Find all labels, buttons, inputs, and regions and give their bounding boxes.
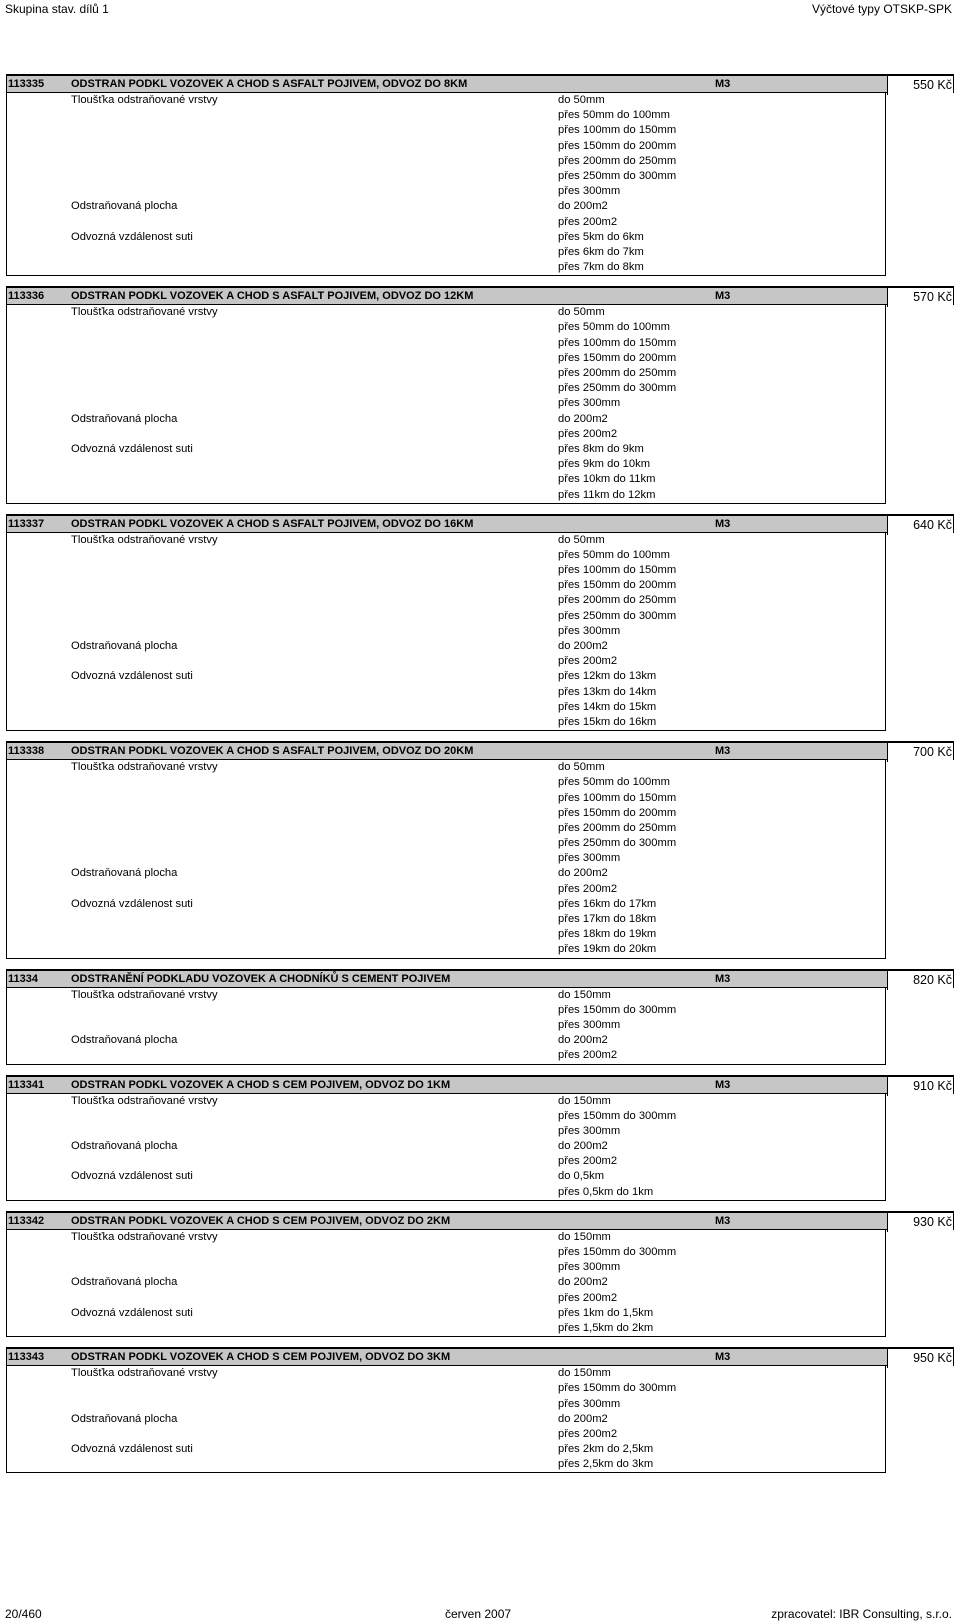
item-title: ODSTRAN PODKL VOZOVEK A CHOD S CEM POJIVEM, ODVOZ DO 2KM xyxy=(71,1214,451,1227)
param-name: Odstraňovaná plocha xyxy=(71,1034,178,1047)
param-value: přes 1,5km do 2km xyxy=(558,1321,654,1334)
item-header-bar xyxy=(6,1347,954,1366)
param-row xyxy=(7,851,885,866)
param-row xyxy=(7,775,885,790)
footer-author: zpracovatel: IBR Consulting, s.r.o. xyxy=(771,1607,952,1621)
param-name: Tloušťka odstraňované vrstvy xyxy=(71,94,218,106)
item-header-bar xyxy=(6,286,954,305)
param-value: přes 200mm do 250mm xyxy=(558,367,677,379)
item-price: 550 Kč xyxy=(887,76,953,95)
param-row xyxy=(7,488,885,503)
param-value: do 50mm xyxy=(558,94,605,106)
item-block xyxy=(6,969,954,1065)
param-value: přes 250mm do 300mm xyxy=(558,169,677,182)
param-value: přes 0,5km do 1km xyxy=(558,1185,654,1198)
param-value: přes 200mm do 250mm xyxy=(558,154,677,167)
item-params xyxy=(6,305,886,503)
param-value: přes 18km do 19km xyxy=(558,928,657,941)
param-row xyxy=(7,700,885,715)
param-name: Odvozná vzdálenost suti xyxy=(71,1170,193,1183)
item-unit: M3 xyxy=(715,1351,731,1364)
param-value: přes 100mm do 150mm xyxy=(558,336,677,349)
param-value: do 50mm xyxy=(558,761,605,774)
param-value: přes 7km do 8km xyxy=(558,261,644,274)
param-value: do 200m2 xyxy=(558,412,608,425)
param-name: Odstraňovaná plocha xyxy=(71,867,178,880)
param-value: přes 9km do 10km xyxy=(558,458,651,471)
param-row xyxy=(7,836,885,851)
item-unit: M3 xyxy=(715,1214,731,1227)
param-row xyxy=(7,305,885,320)
param-row xyxy=(7,1048,885,1063)
param-name: Tloušťka odstraňované vrstvy xyxy=(71,761,218,774)
param-value: přes 300mm xyxy=(558,852,621,865)
param-name: Tloušťka odstraňované vrstvy xyxy=(71,988,218,1001)
item-price: 570 Kč xyxy=(887,288,953,307)
item-title: ODSTRAN PODKL VOZOVEK A CHOD S ASFALT POJIVEM, ODVOZ DO 12KM xyxy=(71,290,474,303)
item-code: 113337 xyxy=(8,517,45,530)
param-row xyxy=(7,215,885,230)
param-name: Odstraňovaná plocha xyxy=(71,1140,178,1153)
param-name: Odstraňovaná plocha xyxy=(71,1412,178,1425)
param-name: Odvozná vzdálenost suti xyxy=(71,897,193,910)
item-params xyxy=(6,988,886,1065)
item-header-bar xyxy=(6,1211,954,1230)
param-row xyxy=(7,1275,885,1290)
item-params xyxy=(6,1230,886,1337)
param-value: přes 150mm do 200mm xyxy=(558,579,677,592)
param-value: přes 1km do 1,5km xyxy=(558,1306,654,1319)
param-row xyxy=(7,1427,885,1442)
param-row xyxy=(7,882,885,897)
param-value: přes 50mm do 100mm xyxy=(558,109,670,122)
item-price: 910 Kč xyxy=(887,1077,953,1096)
item-block xyxy=(6,741,954,958)
param-value: přes 300mm xyxy=(558,1124,621,1137)
item-block xyxy=(6,74,954,276)
header-left: Skupina stav. dílů 1 xyxy=(5,2,109,16)
param-value: přes 200m2 xyxy=(558,655,618,668)
item-code: 113341 xyxy=(8,1078,45,1091)
item-code: 113338 xyxy=(8,745,45,758)
param-name: Odvozná vzdálenost suti xyxy=(71,442,193,455)
param-row xyxy=(7,593,885,608)
item-block xyxy=(6,286,954,503)
param-name: Tloušťka odstraňované vrstvy xyxy=(71,306,218,319)
param-row xyxy=(7,1457,885,1472)
param-row xyxy=(7,320,885,335)
param-row xyxy=(7,1185,885,1200)
param-row xyxy=(7,472,885,487)
item-params xyxy=(6,533,886,731)
param-value: přes 300mm xyxy=(558,1261,621,1274)
footer-page: 20/460 xyxy=(5,1607,42,1621)
param-value: přes 10km do 11km xyxy=(558,473,656,486)
item-title: ODSTRAN PODKL VOZOVEK A CHOD S CEM POJIVEM, ODVOZ DO 1KM xyxy=(71,1078,451,1091)
param-row xyxy=(7,1033,885,1048)
param-value: přes 150mm do 200mm xyxy=(558,351,677,364)
param-row xyxy=(7,1291,885,1306)
param-value: přes 100mm do 150mm xyxy=(558,124,677,137)
param-value: do 200m2 xyxy=(558,1034,608,1047)
param-row xyxy=(7,1306,885,1321)
param-name: Odvozná vzdálenost suti xyxy=(71,1306,193,1319)
item-title: ODSTRAN PODKL VOZOVEK A CHOD S ASFALT POJIVEM, ODVOZ DO 8KM xyxy=(71,78,468,90)
item-code: 113343 xyxy=(8,1351,45,1364)
item-unit: M3 xyxy=(715,1078,731,1091)
param-value: přes 200mm do 250mm xyxy=(558,821,677,834)
param-value: přes 50mm do 100mm xyxy=(558,548,670,561)
param-value: přes 300mm xyxy=(558,624,621,637)
param-row xyxy=(7,624,885,639)
param-value: přes 250mm do 300mm xyxy=(558,609,677,622)
item-price: 700 Kč xyxy=(887,743,953,762)
param-value: přes 200m2 xyxy=(558,1155,618,1168)
param-row xyxy=(7,169,885,184)
param-name: Tloušťka odstraňované vrstvy xyxy=(71,1230,218,1243)
param-name: Odvozná vzdálenost suti xyxy=(71,1443,193,1456)
item-code: 113336 xyxy=(8,290,45,303)
param-row xyxy=(7,442,885,457)
param-row xyxy=(7,184,885,199)
param-row xyxy=(7,1321,885,1336)
param-row xyxy=(7,1018,885,1033)
param-row xyxy=(7,548,885,563)
param-value: přes 2km do 2,5km xyxy=(558,1443,654,1456)
param-name: Tloušťka odstraňované vrstvy xyxy=(71,1094,218,1107)
param-value: do 200m2 xyxy=(558,867,608,880)
item-price: 930 Kč xyxy=(887,1213,953,1232)
item-block xyxy=(6,514,954,731)
param-value: přes 150mm do 200mm xyxy=(558,139,677,152)
param-value: přes 300mm xyxy=(558,1397,621,1410)
param-value: přes 19km do 20km xyxy=(558,943,657,956)
param-value: přes 100mm do 150mm xyxy=(558,791,677,804)
param-row xyxy=(7,366,885,381)
param-value: přes 11km do 12km xyxy=(558,488,656,501)
param-row xyxy=(7,654,885,669)
param-row xyxy=(7,578,885,593)
param-value: přes 14km do 15km xyxy=(558,700,657,713)
param-row xyxy=(7,806,885,821)
param-row xyxy=(7,897,885,912)
param-value: přes 300mm xyxy=(558,185,621,198)
item-title: ODSTRANĚNÍ PODKLADU VOZOVEK A CHODNÍKŮ S CEMENT POJIVEM xyxy=(71,972,451,985)
param-row xyxy=(7,1139,885,1154)
param-row xyxy=(7,412,885,427)
param-row xyxy=(7,1003,885,1018)
param-value: přes 5km do 6km xyxy=(558,230,644,243)
param-value: přes 50mm do 100mm xyxy=(558,776,670,789)
param-value: přes 50mm do 100mm xyxy=(558,321,670,334)
item-code: 11334 xyxy=(8,972,38,985)
param-row xyxy=(7,199,885,214)
item-unit: M3 xyxy=(715,78,731,90)
param-value: přes 15km do 16km xyxy=(558,715,657,728)
param-row xyxy=(7,912,885,927)
item-unit: M3 xyxy=(715,290,731,303)
param-row xyxy=(7,988,885,1003)
param-value: do 200m2 xyxy=(558,1140,608,1153)
param-row xyxy=(7,1124,885,1139)
param-row xyxy=(7,381,885,396)
footer-date: červen 2007 xyxy=(445,1607,512,1621)
param-value: přes 200m2 xyxy=(558,1049,618,1062)
param-row xyxy=(7,1442,885,1457)
param-row xyxy=(7,1366,885,1381)
param-value: do 200m2 xyxy=(558,1412,608,1425)
param-value: přes 200mm do 250mm xyxy=(558,594,677,607)
param-row xyxy=(7,866,885,881)
param-row xyxy=(7,533,885,548)
param-row xyxy=(7,791,885,806)
page-footer xyxy=(5,1607,952,1621)
item-header-bar xyxy=(6,514,954,533)
param-row xyxy=(7,154,885,169)
item-code: 113342 xyxy=(8,1214,45,1227)
param-value: přes 13km do 14km xyxy=(558,685,657,698)
param-row xyxy=(7,93,885,108)
param-name: Odvozná vzdálenost suti xyxy=(71,230,193,243)
param-value: přes 8km do 9km xyxy=(558,442,644,455)
param-value: do 200m2 xyxy=(558,640,608,652)
item-unit: M3 xyxy=(715,517,731,530)
param-value: do 150mm xyxy=(558,1230,611,1243)
param-row xyxy=(7,457,885,472)
param-row xyxy=(7,108,885,123)
param-value: přes 300mm xyxy=(558,1018,621,1031)
param-row xyxy=(7,396,885,411)
param-value: přes 150mm do 200mm xyxy=(558,806,677,819)
item-header-bar xyxy=(6,1075,954,1094)
param-value: do 50mm xyxy=(558,306,605,319)
param-name: Odvozná vzdálenost suti xyxy=(71,670,193,683)
param-value: přes 12km do 13km xyxy=(558,670,657,683)
param-name: Tloušťka odstraňované vrstvy xyxy=(71,533,218,546)
param-row xyxy=(7,1381,885,1396)
item-block xyxy=(6,1347,954,1473)
param-row xyxy=(7,336,885,351)
param-row xyxy=(7,1397,885,1412)
param-row xyxy=(7,1260,885,1275)
param-value: přes 150mm do 300mm xyxy=(558,1003,677,1016)
param-value: přes 300mm xyxy=(558,397,621,410)
param-row xyxy=(7,351,885,366)
param-value: do 200m2 xyxy=(558,200,608,213)
param-value: přes 2,5km do 3km xyxy=(558,1458,654,1471)
item-price: 950 Kč xyxy=(887,1349,953,1368)
page-header xyxy=(5,0,952,20)
param-name: Odstraňovaná plocha xyxy=(71,200,178,213)
item-block xyxy=(6,1075,954,1201)
param-row xyxy=(7,427,885,442)
item-price: 640 Kč xyxy=(887,516,953,535)
param-value: do 200m2 xyxy=(558,1276,608,1289)
param-row xyxy=(7,669,885,684)
item-block xyxy=(6,1211,954,1337)
item-code: 113335 xyxy=(8,78,45,90)
param-value: přes 150mm do 300mm xyxy=(558,1109,677,1122)
param-value: přes 250mm do 300mm xyxy=(558,837,677,850)
param-row xyxy=(7,1169,885,1184)
param-value: přes 200m2 xyxy=(558,1427,618,1440)
param-value: do 150mm xyxy=(558,1367,611,1380)
param-row xyxy=(7,639,885,654)
item-params xyxy=(6,1094,886,1201)
param-value: přes 6km do 7km xyxy=(558,245,644,258)
param-row xyxy=(7,1230,885,1245)
param-row xyxy=(7,609,885,624)
param-row xyxy=(7,123,885,138)
param-row xyxy=(7,1094,885,1109)
param-row xyxy=(7,685,885,700)
param-row xyxy=(7,1412,885,1427)
param-value: do 150mm xyxy=(558,988,611,1001)
item-header-bar xyxy=(6,741,954,760)
item-header-bar xyxy=(6,74,954,93)
param-row xyxy=(7,260,885,275)
item-params xyxy=(6,1366,886,1473)
param-value: přes 200m2 xyxy=(558,427,618,440)
item-title: ODSTRAN PODKL VOZOVEK A CHOD S CEM POJIVEM, ODVOZ DO 3KM xyxy=(71,1351,451,1364)
param-row xyxy=(7,1245,885,1260)
param-row xyxy=(7,139,885,154)
param-name: Odstraňovaná plocha xyxy=(71,412,178,425)
param-row xyxy=(7,245,885,260)
param-name: Tloušťka odstraňované vrstvy xyxy=(71,1367,218,1380)
param-value: do 50mm xyxy=(558,533,605,546)
param-row xyxy=(7,563,885,578)
param-value: do 0,5km xyxy=(558,1170,605,1183)
param-name: Odstraňovaná plocha xyxy=(71,1276,178,1289)
param-value: přes 200m2 xyxy=(558,215,618,228)
item-title: ODSTRAN PODKL VOZOVEK A CHOD S ASFALT POJIVEM, ODVOZ DO 20KM xyxy=(71,745,474,758)
param-value: přes 17km do 18km xyxy=(558,913,657,925)
param-value: přes 200m2 xyxy=(558,1291,618,1304)
param-row xyxy=(7,821,885,836)
param-row xyxy=(7,1109,885,1124)
param-row xyxy=(7,760,885,775)
param-value: přes 150mm do 300mm xyxy=(558,1382,677,1395)
item-list xyxy=(6,74,954,1483)
param-value: do 150mm xyxy=(558,1094,611,1107)
item-price: 820 Kč xyxy=(887,971,953,990)
header-right: Výčtové typy OTSKP-SPK xyxy=(811,2,952,16)
param-value: přes 100mm do 150mm xyxy=(558,564,677,577)
item-unit: M3 xyxy=(715,972,731,985)
item-title: ODSTRAN PODKL VOZOVEK A CHOD S ASFALT POJIVEM, ODVOZ DO 16KM xyxy=(71,517,474,530)
param-name: Odstraňovaná plocha xyxy=(71,640,178,652)
param-value: přes 150mm do 300mm xyxy=(558,1246,677,1258)
item-params xyxy=(6,93,886,276)
param-value: přes 200m2 xyxy=(558,882,618,895)
param-row xyxy=(7,942,885,957)
param-value: přes 250mm do 300mm xyxy=(558,382,677,395)
item-header-bar xyxy=(6,969,954,988)
param-row xyxy=(7,1154,885,1169)
item-params xyxy=(6,760,886,958)
param-value: přes 16km do 17km xyxy=(558,897,657,910)
item-unit: M3 xyxy=(715,745,731,758)
param-row xyxy=(7,230,885,245)
param-row xyxy=(7,715,885,730)
param-row xyxy=(7,927,885,942)
